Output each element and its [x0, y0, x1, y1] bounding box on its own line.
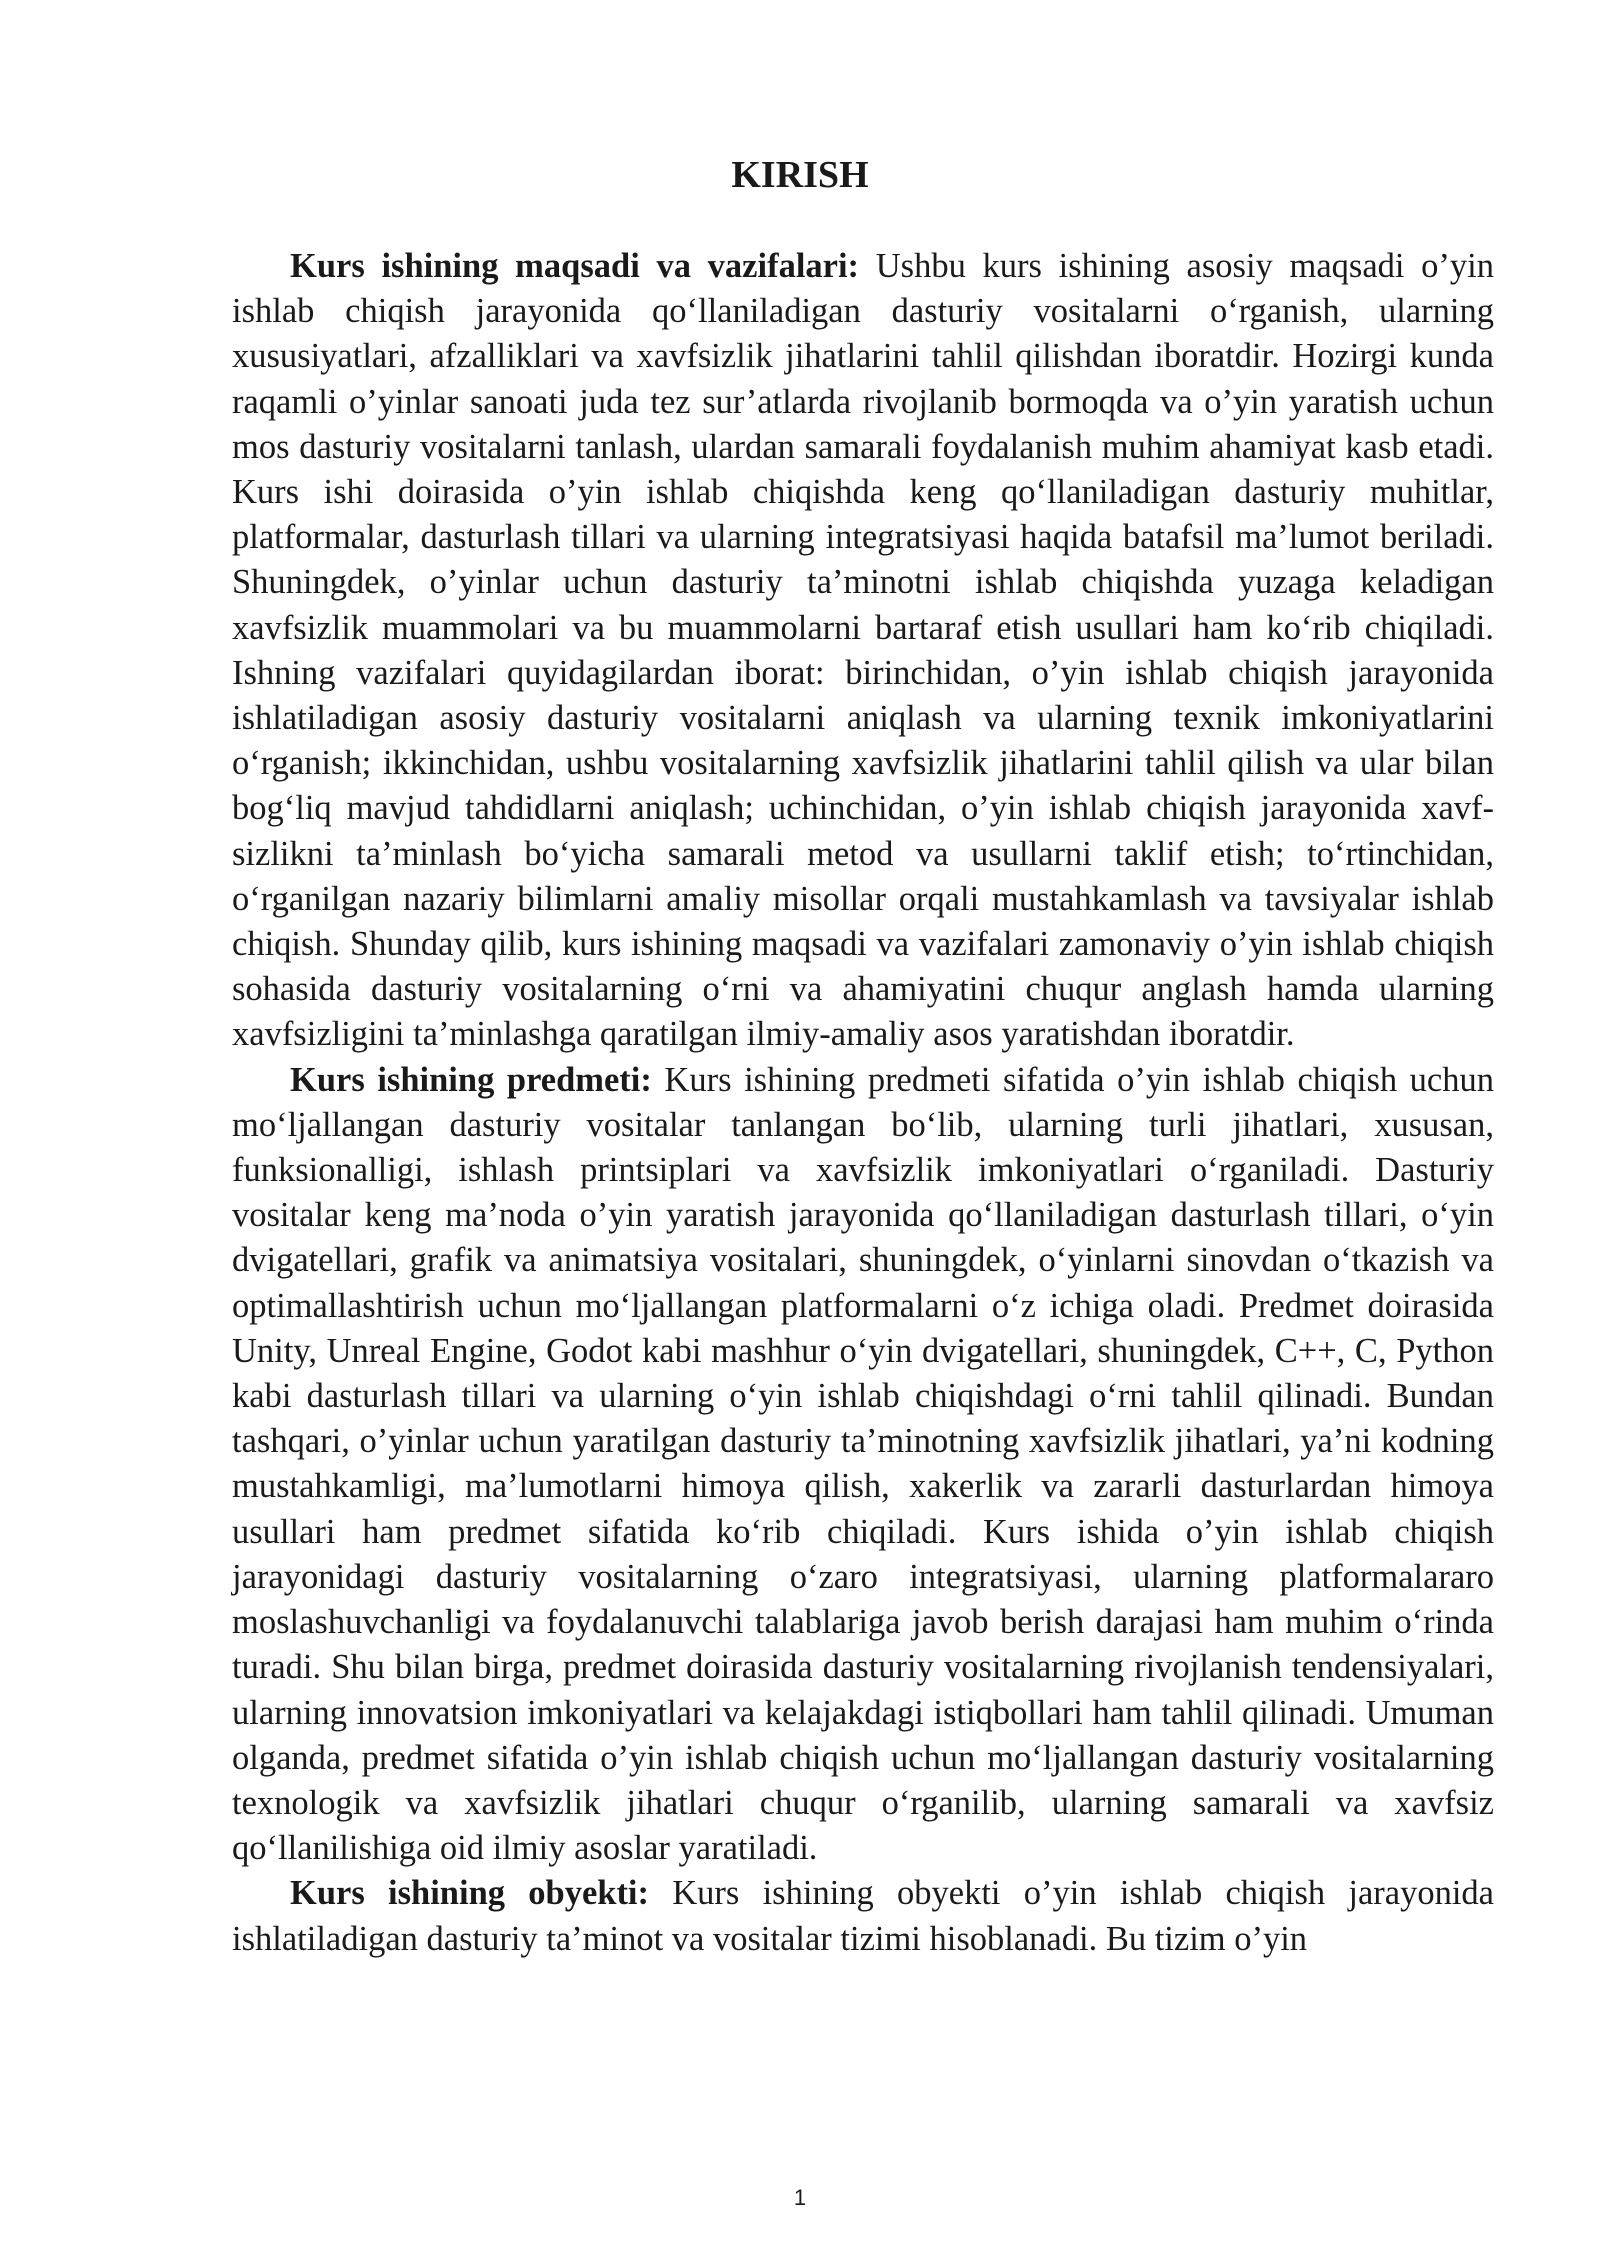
- paragraph-text: Kurs ishining obyekti o’yin ishlab chiqish jarayonida ishlatiladigan dasturiy ta’minot va vositalar tizimi hisoblanadi. Bu tizim o’yin: [232, 1874, 1494, 1958]
- paragraph-text: Ushbu kurs ishining asosiy maqsadi o’yin ishlab chiqish jarayonida qo‘llaniladigan dasturiy vositalarni o‘rganish, ularning xususiyatlari, afzalliklari va xavfsizlik jihatlarini tahlil qilishdan iboratdir. Hozirgi kunda raqamli o’yinlar sanoati juda tez sur’atlarda rivojlanib bormoqda va o’yin yaratish uchun mos dasturiy vositalarni tanlash, ulardan samarali foydalanish muhim ahamiyat kasb etadi. Kurs ishi doirasida o’yin ishlab chiqishda keng qo‘llaniladigan dasturiy muhitlar, platformalar, dasturlash tillari va ularning integratsiyasi haqida batafsil ma’lumot beriladi. Shuningdek, o’yinlar uchun dasturiy ta’minotni ishlab chiqishda yuzaga keladigan xavfsizlik muammolari va bu muammolarni bartaraf etish usullari ham ko‘rib chiqiladi. Ishning vazifalari quyidagilardan iborat: birinchidan, o’yin ishlab chiqish jarayonida ishlatiladigan asosiy dasturiy vositalarni aniqlash va ularning texnik imkoniyatlarini o‘rganish; ikkinchidan, ushbu vositalarning xavfsizlik jihatlarini tahlil qilish va ular bilan bog‘liq mavjud tahdidlarni aniqlash; uchinchidan, o’yin ishlab chiqish jarayonida xavfsizlikni ta’minlash bo‘yicha samarali metod va usullarni taklif etish; to‘rtinchidan, o‘rganilgan nazariy bilimlarni amaliy misollar orqali mustahkamlash va tavsiyalar ishlab chiqish. Shunday qilib, kurs ishining maqsadi va vazifalari zamonaviy o’yin ishlab chiqish sohasida dasturiy vositalarning o‘rni va ahamiyatini chuqur anglash hamda ularning xavfsizligini ta’minlashga qaratilgan ilmiy-amaliy asos yaratishdan iboratdir.: [232, 247, 1494, 1054]
- paragraph-lead: Kurs ishining obyekti:: [290, 1874, 650, 1913]
- paragraph-text: Kurs ishining predmeti sifatida o’yin ishlab chiqish uchun mo‘ljallangan dasturiy vositalar tanlangan bo‘lib, ularning turli jihatlari, xususan, funksionalligi, ishlash printsiplari va xavfsizlik imkoniyatlari o‘rganiladi. Dasturiy vositalar keng ma’noda o’yin yaratish jarayonida qo‘llaniladigan dasturlash tillari, o‘yin dvigatellari, grafik va animatsiya vositalari, shuningdek, o‘yinlarni sinovdan o‘tkazish va optimallashtirish uchun mo‘ljallangan platformalarni o‘z ichiga oladi. Predmet doirasida Unity, Unreal Engine, Godot kabi mashhur o‘yin dvigatellari, shuningdek, C++, C, Python kabi dasturlash tillari va ularning o‘yin ishlab chiqishdagi o‘rni tahlil qilinadi. Bundan tashqari, o’yinlar uchun yaratilgan dasturiy ta’minotning xavfsizlik jihatlari, ya’ni kodning mustahkamligi, ma’lumotlarni himoya qilish, xakerlik va zararli dasturlardan himoya usullari ham predmet sifatida ko‘rib chiqiladi. Kurs ishida o’yin ishlab chiqish jarayonidagi dasturiy vositalarning o‘zaro integratsiyasi, ularning platformalararo moslashuvchanligi va foydalanuvchi talablariga javob berish darajasi ham muhim o‘rinda turadi. Shu bilan birga, predmet doirasida dasturiy vositalarning rivojlanish tendensiyalari, ularning innovatsion imkoniyatlari va kelajakdagi istiqbollari ham tahlil qilinadi. Umuman olganda, predmet sifatida o’yin ishlab chiqish uchun mo‘ljallangan dasturiy vositalarning texnologik va xavfsizlik jihatlari chuqur o‘rganilib, ularning samarali va xavfsiz qo‘llanilishiga oid ilmiy asoslar yaratiladi.: [232, 1060, 1494, 1868]
- body-text: [232, 244, 1494, 1962]
- paragraph-object: [232, 1871, 1494, 1961]
- paragraph-subject: [232, 1058, 1494, 1872]
- paragraph-lead: Kurs ishining predmeti:: [290, 1060, 652, 1099]
- paragraph-lead: Kurs ishining maqsadi va vazifalari:: [290, 247, 860, 285]
- page-title: KIRISH: [731, 154, 869, 196]
- page-number: 1: [793, 2185, 807, 2210]
- paragraph-goals: [232, 244, 1494, 1058]
